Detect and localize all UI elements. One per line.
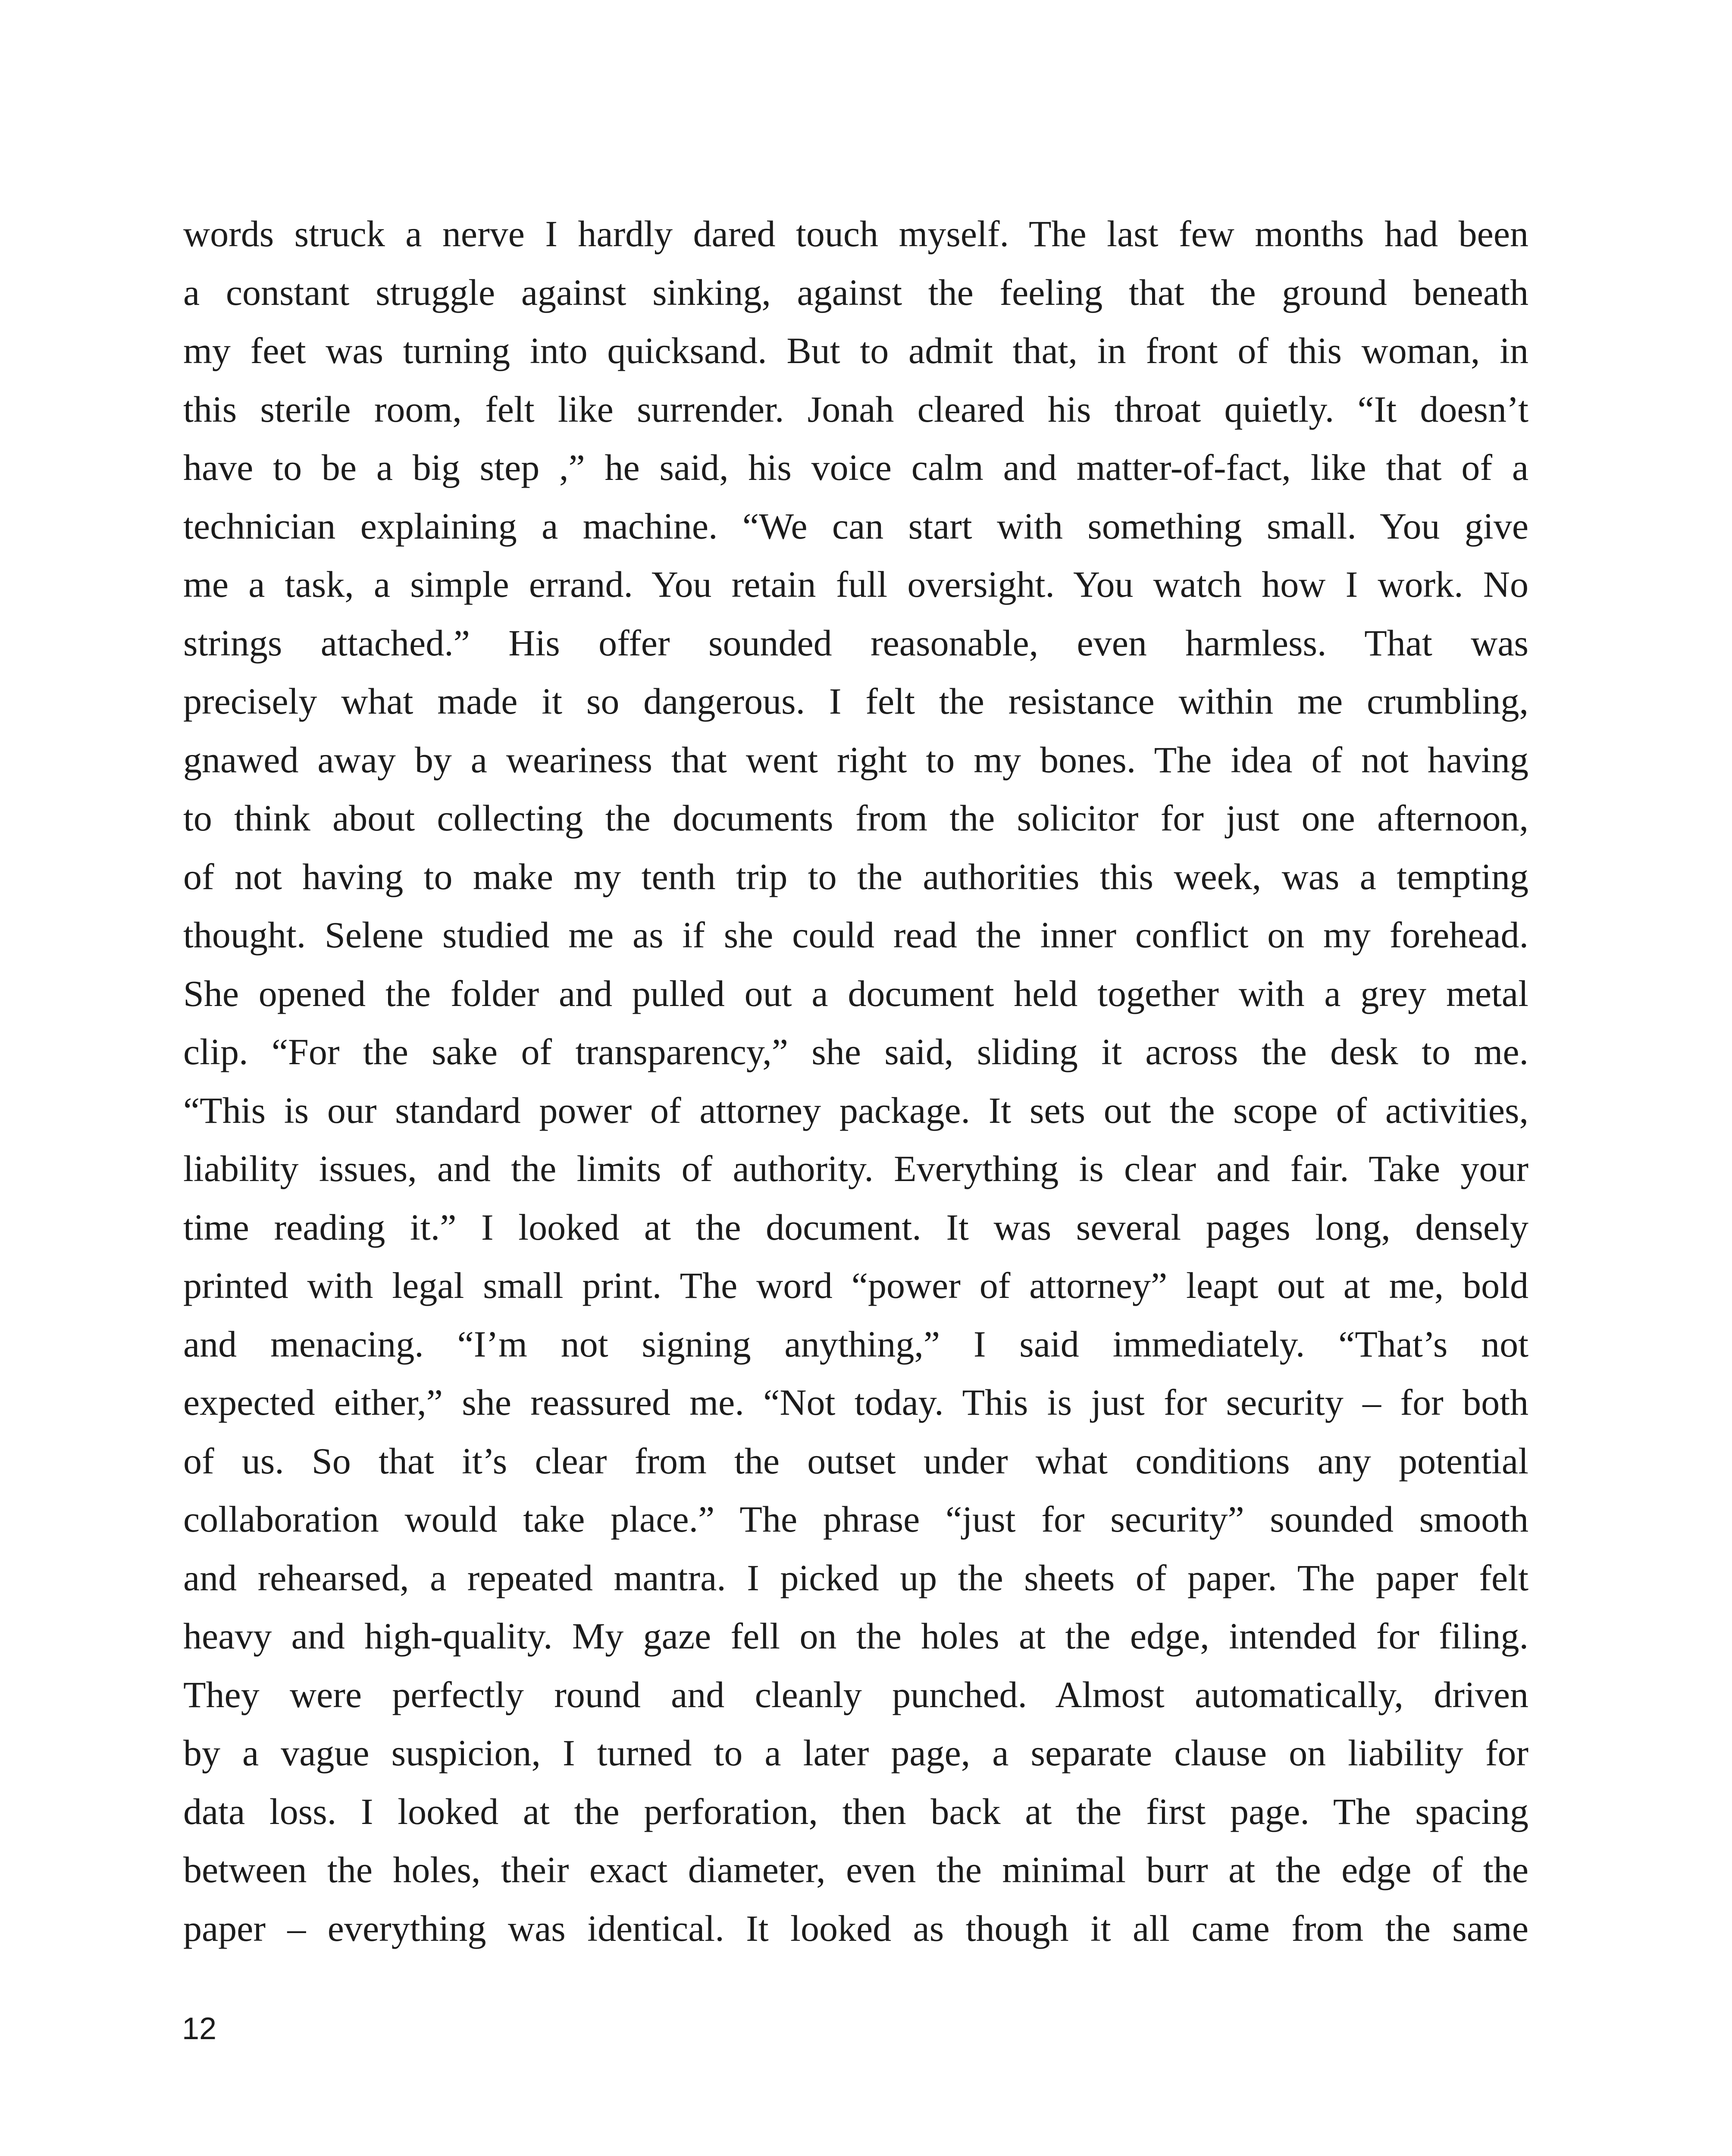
text-line: this sterile room, felt like surrender. Jonah cleared his throat quietly. “It doesn’t — [183, 388, 1528, 430]
text-line: “This is our standard power of attorney package. It sets out the scope of activities, — [183, 1089, 1528, 1131]
text-line: have to be a big step ,” he said, his voice calm and matter-of-fact, like that of a — [183, 447, 1528, 488]
page-number: 12 — [182, 2012, 217, 2046]
text-line: collaboration would take place.” The phrase “just for security” sounded smooth — [183, 1498, 1528, 1540]
body-text — [183, 205, 1528, 1958]
text-line: my feet was turning into quicksand. But to admit that, in front of this woman, in — [183, 330, 1528, 371]
text-line: precisely what made it so dangerous. I felt the resistance within me crumbling, — [183, 680, 1528, 722]
text-line: paper – everything was identical. It looked as though it all came from the same — [183, 1907, 1528, 1949]
text-line: and rehearsed, a repeated mantra. I picked up the sheets of paper. The paper felt — [183, 1557, 1528, 1598]
text-line: She opened the folder and pulled out a document held together with a grey metal — [183, 972, 1528, 1014]
text-line: of not having to make my tenth trip to the authorities this week, was a tempting — [183, 856, 1528, 897]
text-line: printed with legal small print. The word “power of attorney” leapt out at me, bold — [183, 1265, 1528, 1306]
text-line: heavy and high-quality. My gaze fell on the holes at the edge, intended for filing. — [183, 1615, 1528, 1657]
text-line: clip. “For the sake of transparency,” she said, sliding it across the desk to me. — [183, 1031, 1528, 1072]
text-line: to think about collecting the documents from the solicitor for just one afternoon, — [183, 797, 1528, 839]
text-line: thought. Selene studied me as if she could read the inner conflict on my forehead. — [183, 914, 1528, 956]
text-line: technician explaining a machine. “We can start with something small. You give — [183, 505, 1528, 547]
text-line: words struck a nerve I hardly dared touch myself. The last few months had been — [183, 213, 1528, 254]
text-line: liability issues, and the limits of authority. Everything is clear and fair. Take your — [183, 1148, 1528, 1189]
text-line: expected either,” she reassured me. “Not today. This is just for security – for both — [183, 1382, 1528, 1423]
text-line: and menacing. “I’m not signing anything,” I said immediately. “That’s not — [183, 1323, 1528, 1365]
text-line: me a task, a simple errand. You retain full oversight. You watch how I work. No — [183, 564, 1528, 605]
text-line: strings attached.” His offer sounded reasonable, even harmless. That was — [183, 622, 1528, 664]
text-line: time reading it.” I looked at the document. It was several pages long, densely — [183, 1206, 1528, 1248]
text-line: gnawed away by a weariness that went right to my bones. The idea of not having — [183, 739, 1528, 780]
text-line: by a vague suspicion, I turned to a later page, a separate clause on liability for — [183, 1732, 1528, 1774]
text-line: between the holes, their exact diameter, even the minimal burr at the edge of the — [183, 1849, 1528, 1890]
text-line: a constant struggle against sinking, against the feeling that the ground beneath — [183, 271, 1528, 313]
text-line: They were perfectly round and cleanly punched. Almost automatically, driven — [183, 1673, 1528, 1715]
text-line: data loss. I looked at the perforation, then back at the first page. The spacing — [183, 1790, 1528, 1832]
text-line: of us. So that it’s clear from the outset under what conditions any potential — [183, 1440, 1528, 1482]
